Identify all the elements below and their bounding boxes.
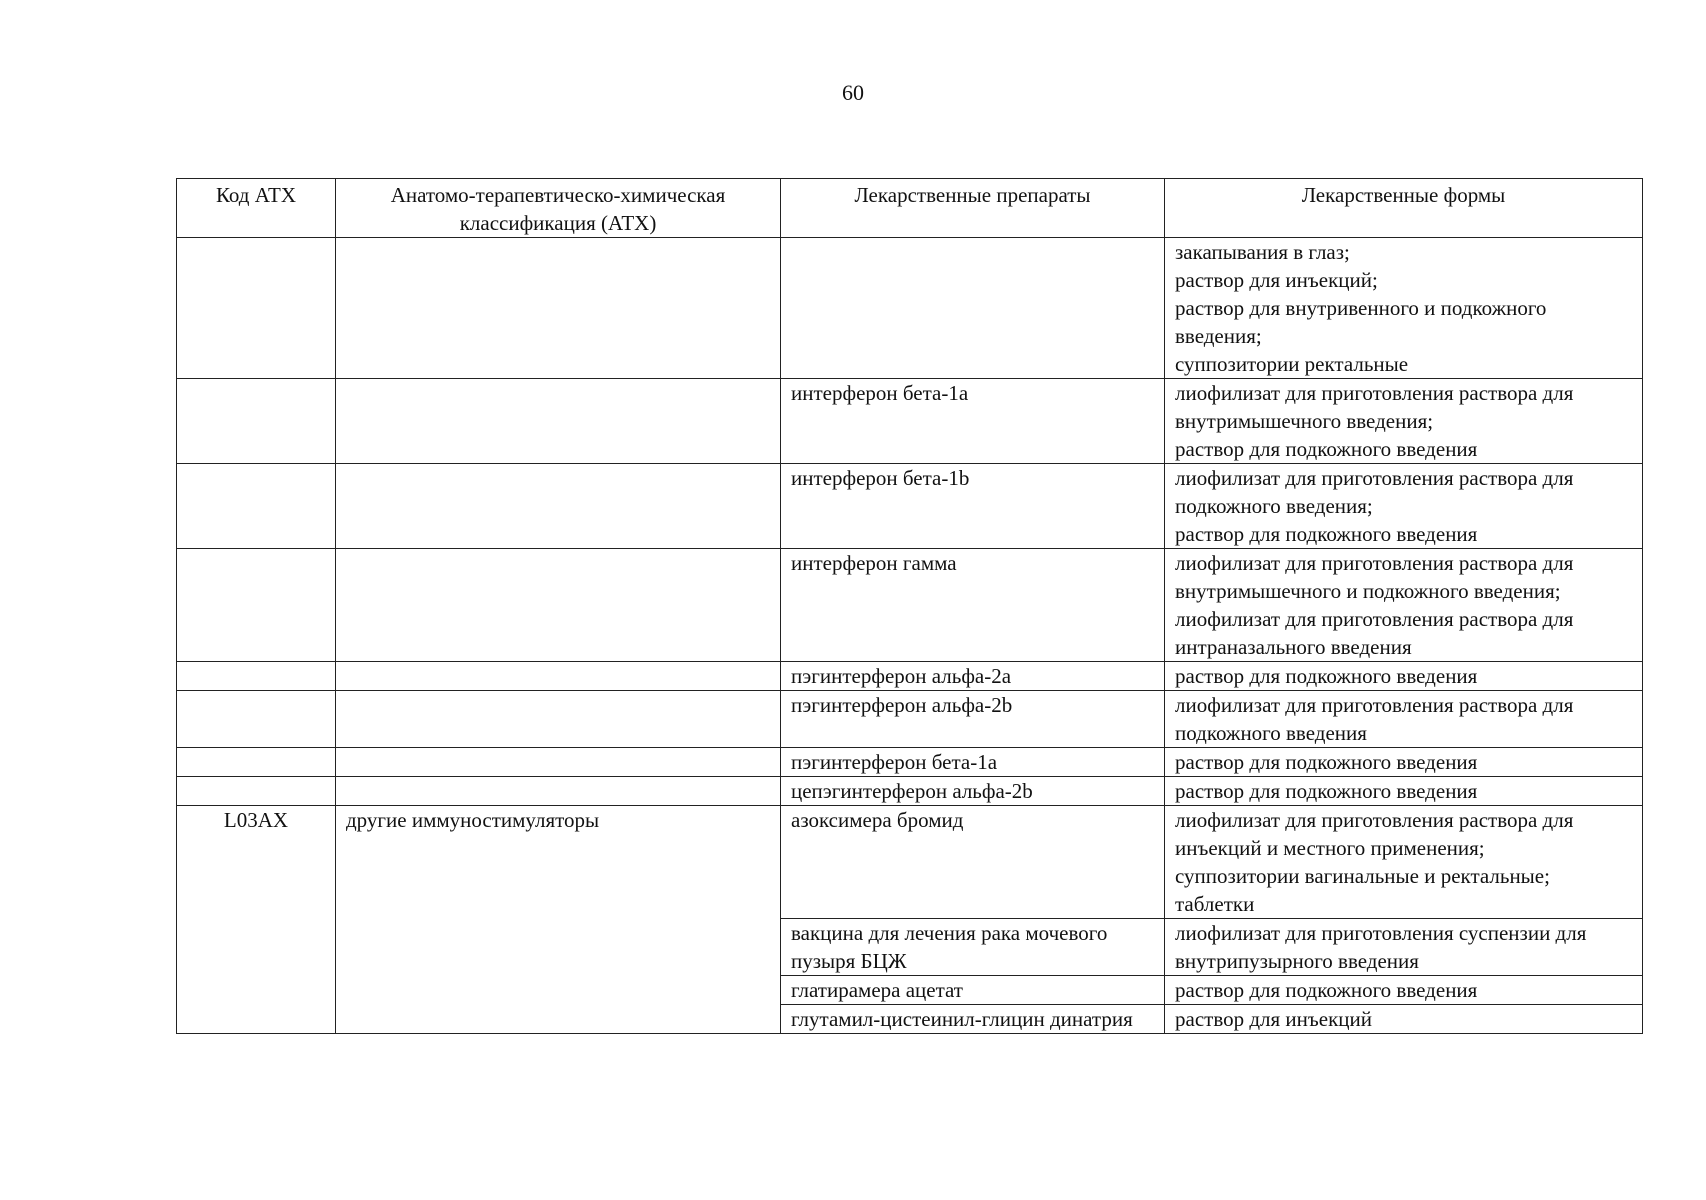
atc-code-cell [177,379,336,464]
atc-code-cell-continued [177,919,336,976]
atc-code-cell [177,238,336,379]
table-row [177,691,1643,748]
atc-code-cell: L03AX [177,806,336,919]
classification-cell [336,238,781,379]
table-row [177,748,1643,777]
table-row [177,976,1643,1005]
classification-cell-continued [336,919,781,976]
table-row [177,777,1643,806]
dosage-forms-cell: раствор для подкожного введения [1165,777,1643,806]
table-row [177,464,1643,549]
classification-cell [336,662,781,691]
atc-code-cell-continued [177,1005,336,1034]
dosage-forms-cell: лиофилизат для приготовления раствора для подкожного введения; раствор для подкожного введения [1165,464,1643,549]
drug-cell: глутамил-цистеинил-глицин динатрия [781,1005,1165,1034]
drug-cell: вакцина для лечения рака мочевого пузыря БЦЖ [781,919,1165,976]
header-drugs: Лекарственные препараты [781,179,1165,238]
drug-cell: интерферон бета-1a [781,379,1165,464]
dosage-forms-cell: лиофилизат для приготовления раствора для подкожного введения [1165,691,1643,748]
classification-cell [336,777,781,806]
header-atc-classification: Анатомо-терапевтическо-химическая классификация (АТХ) [336,179,781,238]
atc-code-cell [177,691,336,748]
drug-cell [781,238,1165,379]
table-row [177,806,1643,919]
drug-cell: интерферон бета-1b [781,464,1165,549]
classification-cell [336,379,781,464]
drug-cell: пэгинтерферон альфа-2a [781,662,1165,691]
drug-cell: пэгинтерферон бета-1a [781,748,1165,777]
dosage-forms-cell: раствор для подкожного введения [1165,748,1643,777]
classification-cell [336,464,781,549]
table-row [177,662,1643,691]
drug-cell: пэгинтерферон альфа-2b [781,691,1165,748]
classification-cell: другие иммуностимуляторы [336,806,781,919]
dosage-forms-cell: раствор для инъекций [1165,1005,1643,1034]
drug-cell: цепэгинтерферон альфа-2b [781,777,1165,806]
dosage-forms-cell: лиофилизат для приготовления раствора для инъекций и местного применения; суппозитории вагинальные и ректальные; таблетки [1165,806,1643,919]
dosage-forms-cell: раствор для подкожного введения [1165,662,1643,691]
dosage-forms-cell: лиофилизат для приготовления раствора для внутримышечного и подкожного введения; лиофилизат для приготовления раствора для интраназального введения [1165,549,1643,662]
atc-code-cell [177,777,336,806]
dosage-forms-cell: закапывания в глаз; раствор для инъекций; раствор для внутривенного и подкожного введения; суппозитории ректальные [1165,238,1643,379]
classification-cell-continued [336,1005,781,1034]
table-row [177,549,1643,662]
table-row [177,1005,1643,1034]
table-row [177,919,1643,976]
drug-cell: глатирамера ацетат [781,976,1165,1005]
atc-code-cell [177,748,336,777]
table-row [177,379,1643,464]
dosage-forms-cell: раствор для подкожного введения [1165,976,1643,1005]
classification-cell-continued [336,976,781,1005]
drug-cell: интерферон гамма [781,549,1165,662]
drug-cell: азоксимера бромид [781,806,1165,919]
header-atc-code: Код АТХ [177,179,336,238]
page-number: 60 [842,80,864,105]
header-dosage-forms: Лекарственные формы [1165,179,1643,238]
dosage-forms-cell: лиофилизат для приготовления раствора для внутримышечного введения; раствор для подкожного введения [1165,379,1643,464]
atc-drug-table [176,178,1643,1034]
table-header-row [177,179,1643,238]
classification-cell [336,748,781,777]
atc-code-cell [177,662,336,691]
atc-code-cell [177,549,336,662]
classification-cell [336,691,781,748]
table-row [177,238,1643,379]
atc-code-cell-continued [177,976,336,1005]
classification-cell [336,549,781,662]
atc-code-cell [177,464,336,549]
dosage-forms-cell: лиофилизат для приготовления суспензии для внутрипузырного введения [1165,919,1643,976]
